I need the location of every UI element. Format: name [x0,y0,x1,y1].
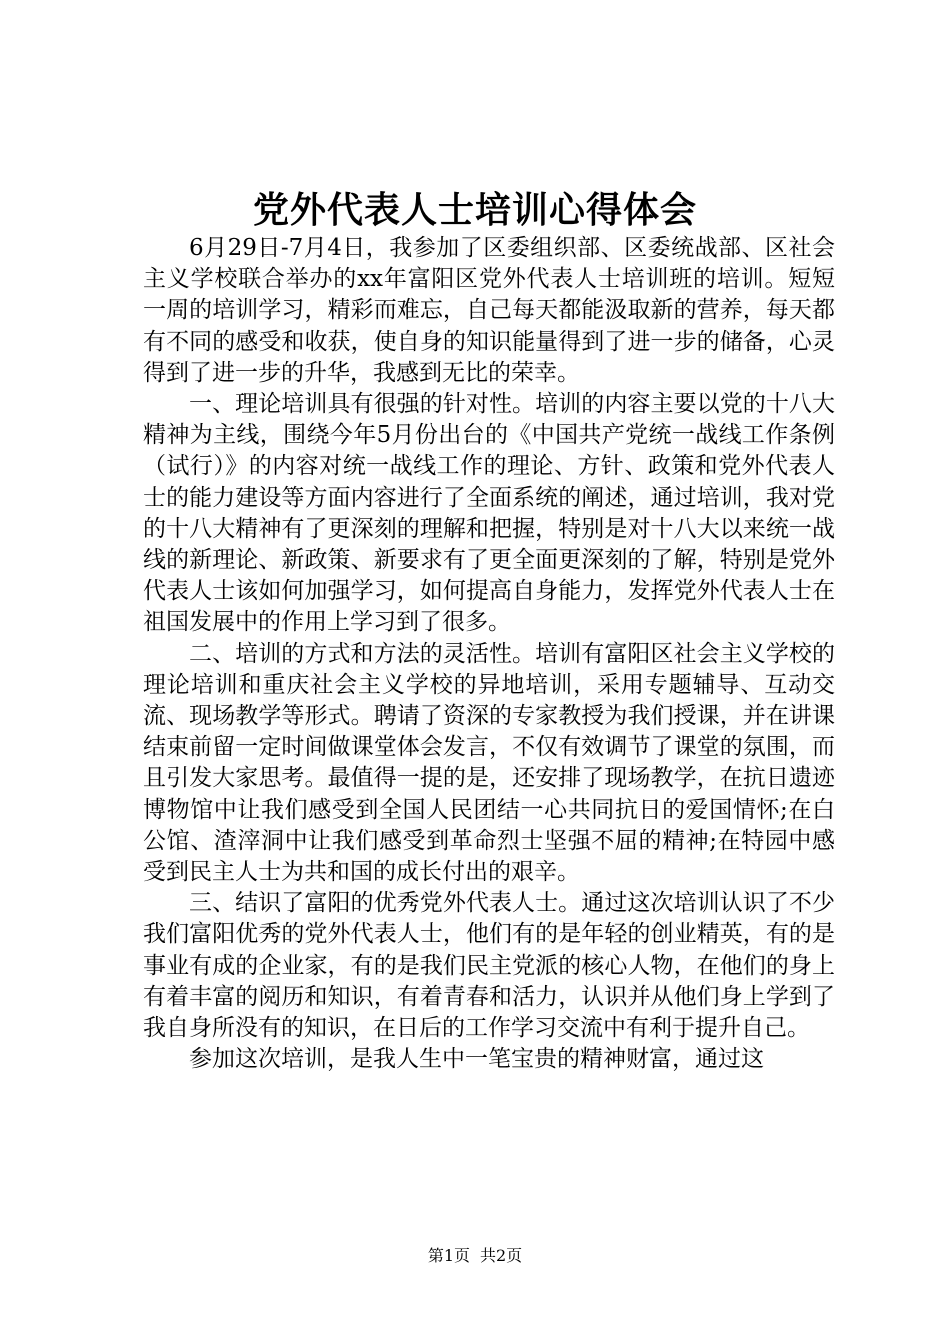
paragraph-intro: 6月29日-7月4日，我参加了区委组织部、区委统战部、区社会主义学校联合举办的xx年富阳区党外代表人士培训班的培训。短短一周的培训学习，精彩而难忘，自己每天都能汲取新的营养，每天都有不同的感受和收获，使自身的知识能量得到了进一步的储备，心灵得到了进一步的升华，我感到无比的荣幸。 [143,235,835,386]
page-number: 第1页 [427,1246,470,1265]
page-total: 共2页 [480,1246,523,1265]
document-title: 党外代表人士培训心得体会 [252,189,697,231]
paragraph-point-two: 二、培训的方式和方法的灵活性。培训有富阳区社会主义学校的理论培训和重庆社会主义学校的异地培训，采用专题辅导、互动交流、现场教学等形式。聘请了资深的专家教授为我们授课，并在讲课结束前留一定时间做课堂体会发言，不仅有效调节了课堂的氛围，而且引发大家思考。最值得一提的是，还安排了现场教学，在抗日遗迹博物馆中让我们感受到全国人民团结一心共同抗日的爱国情怀;在白公馆、渣滓洞中让我们感受到革命烈士坚强不屈的精神;在特园中感受到民主人士为共和国的成长付出的艰辛。 [143,640,835,886]
paragraph-point-three: 三、结识了富阳的优秀党外代表人士。通过这次培训认识了不少我们富阳优秀的党外代表人士，他们有的是年轻的创业精英，有的是事业有成的企业家，有的是我们民主党派的核心人物，在他们的身上有着丰富的阅历和知识，有着青春和活力，认识并从他们身上学到了我自身所没有的知识，在日后的工作学习交流中有利于提升自己。 [143,890,835,1042]
paragraph-point-one: 一、理论培训具有很强的针对性。培训的内容主要以党的十八大精神为主线，围绕今年5月份出台的《中国共产党统一战线工作条例（试行）》的内容对统一战线工作的理论、方针、政策和党外代表人士的能力建设等方面内容进行了全面系统的阐述，通过培训，我对党的十八大精神有了更深刻的理解和把握，特别是对十八大以来统一战线的新理论、新政策、新要求有了更全面更深刻的了解，特别是党外代表人士该如何加强学习，如何提高自身能力，发挥党外代表人士在祖国发展中的作用上学习到了很多。 [143,391,835,636]
document-body [143,233,835,1075]
paragraph-conclusion: 参加这次培训，是我人生中一笔宝贵的精神财富，通过这 [189,1046,764,1073]
page-footer [0,1245,950,1267]
